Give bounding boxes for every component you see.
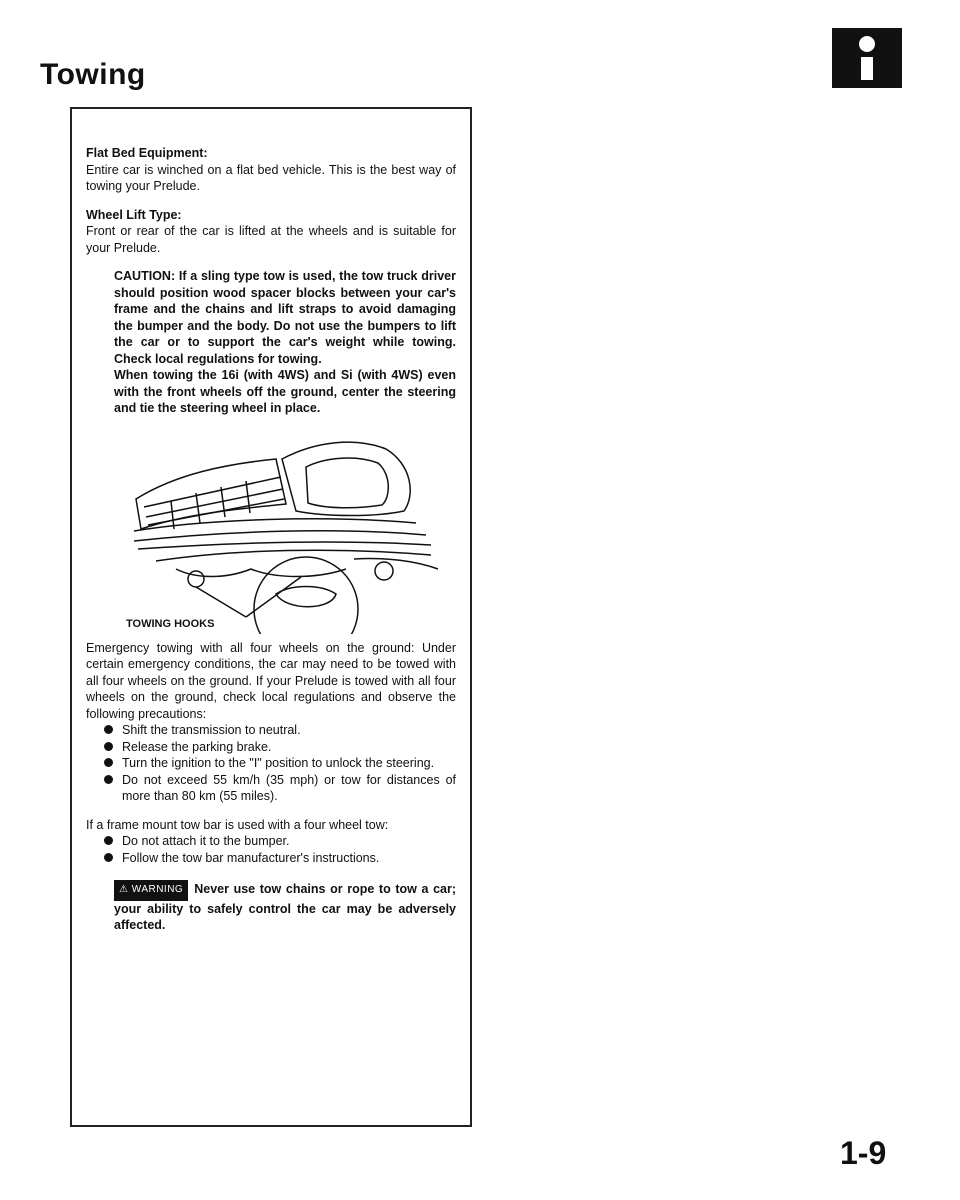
- caution-steering-text: When towing the 16i (with 4WS) and Si (with 4WS) even with the front wheels off the ground, center the steering and tie the steering wheel in place.: [114, 368, 456, 415]
- list-item: Do not attach it to the bumper.: [104, 833, 456, 850]
- content-box: [70, 107, 472, 1127]
- warning-block: [114, 880, 456, 934]
- towing-hooks-figure: [86, 419, 456, 634]
- towing-hooks-illustration: [86, 419, 456, 634]
- flat-bed-heading: Flat Bed Equipment:: [86, 146, 208, 160]
- list-item: Shift the transmission to neutral.: [104, 722, 456, 739]
- content-body: [86, 145, 456, 934]
- warning-text: Never use tow chains or rope to tow a car; your ability to safely control the car may be adversely affected.: [114, 882, 456, 932]
- page-title: Towing: [40, 58, 146, 91]
- tow-bar-list: [86, 833, 456, 866]
- bullet-icon: [104, 742, 113, 751]
- list-item: Turn the ignition to the "I" position to unlock the steering.: [104, 755, 456, 772]
- list-item: Release the parking brake.: [104, 739, 456, 756]
- info-icon: [832, 28, 902, 88]
- wheel-lift-text: Front or rear of the car is lifted at the wheels and is suitable for your Prelude.: [86, 224, 456, 255]
- list-item: Follow the tow bar manufacturer's instructions.: [104, 850, 456, 867]
- tow-bar-text: If a frame mount tow bar is used with a four wheel tow:: [86, 817, 389, 832]
- bullet-icon: [104, 725, 113, 734]
- emergency-towing-text: Emergency towing with all four wheels on the ground: Under certain emergency conditions, the car may need to be towed with all four wheels on the ground. If your Prelude is towed with all four wheels on the ground, check local regulations and observe the following precautions:: [86, 640, 456, 721]
- wheel-lift-heading: Wheel Lift Type:: [86, 207, 182, 222]
- flat-bed-text: Entire car is winched on a flat bed vehicle. This is the best way of towing your Prelude.: [86, 162, 456, 193]
- warning-icon: ⚠: [119, 884, 129, 895]
- emergency-precautions-list: [86, 722, 456, 805]
- figure-label: TOWING HOOKS: [126, 617, 215, 630]
- caution-block: [114, 268, 456, 417]
- page-number: 1-9: [840, 1135, 887, 1171]
- caution-text: CAUTION: If a sling type tow is used, the tow truck driver should position wood spacer blocks between your car's frame and the chains and lift straps to avoid damaging the bumper and the body. Do not use the bumpers to lift the car or to support the car's weight while towing. Check local regulations for towing.: [114, 269, 456, 366]
- bullet-icon: [104, 853, 113, 862]
- bullet-icon: [104, 758, 113, 767]
- bullet-icon: [104, 836, 113, 845]
- list-item: Do not exceed 55 km/h (35 mph) or tow for distances of more than 80 km (55 miles).: [104, 772, 456, 805]
- warning-badge: ⚠ WARNING: [114, 880, 188, 901]
- bullet-icon: [104, 775, 113, 784]
